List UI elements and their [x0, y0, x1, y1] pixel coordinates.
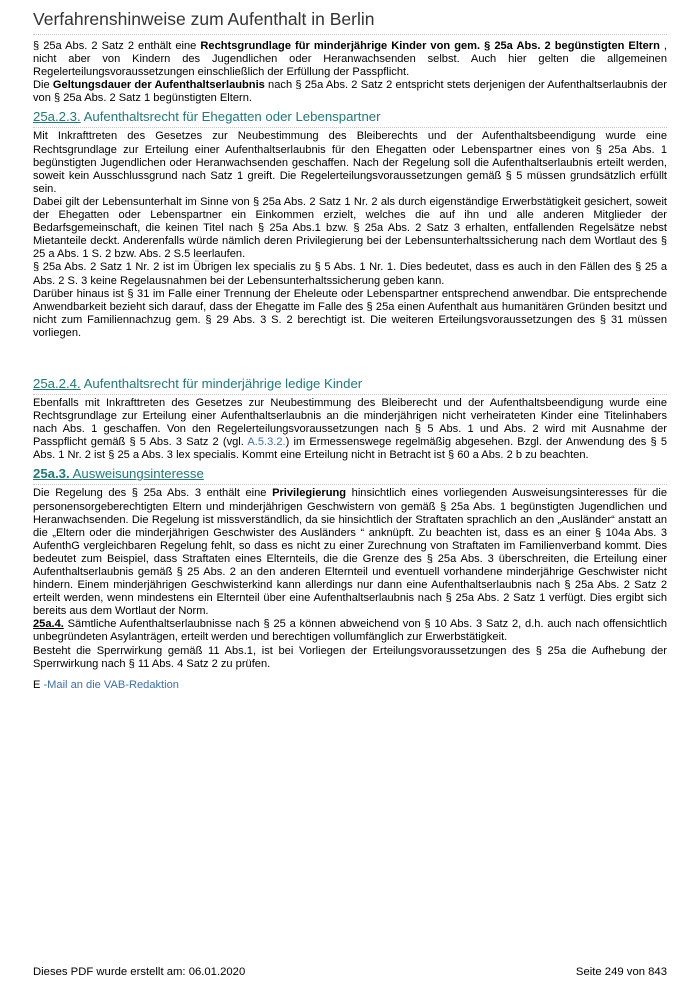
- section-number-inline[interactable]: 25a.4.: [33, 618, 64, 631]
- paragraph: 25a.4. Sämtliche Aufenthaltserlaubnisse nach § 25 a können abweichend von § 10 Abs. 3 Satz 2, d.h. auch nach offensichtlich unbegründeten Asylanträgen, erteilt werden und berechtigen vollumfänglich zur Erwerbstätigkeit.: [33, 618, 667, 644]
- section-heading-25a-3[interactable]: [33, 466, 667, 485]
- section-heading-25a-2-4[interactable]: [33, 376, 667, 395]
- section-number[interactable]: 25a.3.: [33, 466, 70, 482]
- paragraph: Darüber hinaus ist § 31 im Falle einer Trennung der Eheleute oder Lebenspartner entsprechend anwendbar. Die entsprechende Anwendbarkeit bezieht sich darauf, dass der Ehegatte im Falle des § 25a einen Aufenthalt aus humanitären Gründen besitzt und nicht zum Familiennachzug gem. § 29 Abs. 3 S. 2 berechtigt ist. Die weiteren Erteilungsvoraussetzungen des § 31 müssen vorliegen.: [33, 287, 667, 339]
- section-title: Ausweisungsinteresse: [69, 466, 204, 482]
- intro-paragraph-1: § 25a Abs. 2 Satz 2 enthält eine Rechtsgrundlage für minderjährige Kinder von gem. § 25a Abs. 2 begünstigten Eltern , nicht aber von Kindern des Jugendlichen oder Heranwachsenden selbst. Auch hier gelten die allgemeinen Regelerteilungsvoraussetzungen einschließlich der Erfüllung der Passpflicht.: [33, 40, 667, 79]
- section-title: Aufenthaltsrecht für Ehegatten oder Lebenspartner: [80, 109, 381, 125]
- section-heading-25a-2-3[interactable]: [33, 109, 667, 128]
- document-page: [33, 8, 667, 692]
- footer-page-number: Seite 249 von 843: [575, 966, 667, 978]
- footer-created-date: Dieses PDF wurde erstellt am: 06.01.2020: [33, 966, 246, 978]
- intro-paragraph-2: Die Geltungsdauer der Aufenthaltserlaubnis nach § 25a Abs. 2 Satz 2 entspricht stets derjenigen der Aufenthaltserlaubnis der von § 25a Abs. 2 Satz 1 begünstigten Eltern.: [33, 79, 668, 105]
- paragraph: Mit Inkrafttreten des Gesetzes zur Neubestimmung des Bleiberechts und der Aufenthaltsbeendigung wurde eine Rechtsgrundlage zur Erteilung einer Aufenthaltserlaubnis für den Ehegatten oder Lebenspartner eines von § 25a Abs. 1 begünstigten Jugendlichen oder Heranwachsenden geschaffen. Nach der Regelung soll die Aufenthaltserlaubnis erteilt werden, soweit kein Ausschlussgrund nach Satz 1 greift. Die Regelerteilungsvoraussetzungen gemäß § 5 müssen grundsätzlich erfüllt sein.: [33, 130, 667, 195]
- reference-link[interactable]: A.5.3.2.: [247, 436, 286, 449]
- mail-link[interactable]: -Mail an die VAB-Redaktion: [40, 678, 179, 691]
- spacer: [33, 340, 667, 372]
- mail-link-row: [33, 679, 667, 692]
- page-footer: [33, 966, 667, 978]
- paragraph: Dabei gilt der Lebensunterhalt im Sinne von § 25a Abs. 2 Satz 1 Nr. 2 als durch eigenständige Erwerbstätigkeit gesichert, soweit der Ehegatten oder Lebenspartner ein Einkommen erzielt, welches die auf ihn und alle anderen Mitglieder der Bedarfsgemeinschaft, die keinen Titel nach § 25a Abs.1 bzw. § 25a Abs. 2 Satz 3 erhalten, entfallenden Regelsätze nebst Mietanteile deckt. Anderenfalls würde nämlich deren Privilegierung bei der Lebensunterhaltssicherung nach dem Wortlaut des § 25 a Abs. 1 S. 2 bzw. Abs. 2 S.5 leerlaufen.: [33, 195, 667, 261]
- section-title: Aufenthaltsrecht für minderjährige ledige Kinder: [80, 375, 363, 391]
- paragraph: Ebenfalls mit Inkrafttreten des Gesetzes zur Neubestimmung des Bleiberecht und der Aufenthaltsbeendigung wurde eine Rechtsgrundlage zur Erteilung einer Aufenthaltserlaubnis an die minderjährigen nicht verheirateten Kinder eine Titelinhabers nach Abs. 1 geschaffen. Von den Regelerteilungsvoraussetzungen nach § 5 Abs. 1 und Abs. 2 wird mit Ausnahme der Passpflicht gemäß § 5 Abs. 3 Satz 2 (vgl. A.5.3.2.) im Ermessenswege regelmäßig abgesehen. Bzgl. der Anwendung des § 5 Abs. 1 Nr. 2 ist § 25 a Abs. 3 lex specialis. Kommt eine Erteilung nicht in Betracht ist § 60 a Abs. 2 b zu beachten.: [33, 396, 667, 462]
- page-title: Verfahrenshinweise zum Aufenthalt in Berlin: [33, 8, 667, 35]
- paragraph: § 25a Abs. 2 Satz 1 Nr. 2 ist im Übrigen lex specialis zu § 5 Abs. 1 Nr. 1. Dies bedeutet, dass es auch in den Fällen des § 25 a Abs. 2 S. 3 keine Regelausnahmen bei der Lebensunterhaltssicherung geben kann.: [33, 261, 667, 287]
- paragraph: Die Regelung des § 25a Abs. 3 enthält eine Privilegierung hinsichtlich eines vorliegenden Ausweisungsinteresses für die personensorgeberechtigten Eltern und minderjährigen Geschwistern von gemäß § 25a Abs. 1 begünstigten Jugendlichen und Heranwachsenden. Die Regelung ist missverständlich, da sie hinsichtlich der Straftaten sprachlich an den „Ausländer“ anstatt an die „Eltern oder die minderjährigen Geschwister des Ausländers “ anknüpft. Zu beachten ist, dass es an einer § 104a Abs. 3 AufenthG vergleichbaren Regelung fehlt, so dass es nicht zu einer Zurechnung von Straftaten im Familienverband kommt. Dies bedeutet zum Beispiel, dass Straftaten eines Elternteils, die die Grenze des § 25a Abs. 3 überschreiten, die Erteilung einer Aufenthaltserlaubnis gemäß § 25 Abs. 2 an den anderen Elternteil und eventuell vorhandene minderjährige Geschwister nicht hindern. Einem minderjährigen Geschwisterkind kann allerdings nur dann eine Aufenthaltserlaubnis nach § 25a Abs. 2 Satz 2 erteilt werden, wenn mindestens ein Elternteil über eine Aufenthaltserlaubnis nach § 25a Abs. 2 Satz 1 verfügt. Dies ergibt sich bereits aus dem Wortlaut der Norm.: [33, 487, 667, 618]
- section-number[interactable]: 25a.2.4.: [33, 375, 81, 391]
- mail-prefix: E: [33, 678, 41, 691]
- section-number[interactable]: 25a.2.3.: [33, 109, 81, 125]
- paragraph: Besteht die Sperrwirkung gemäß 11 Abs.1, ist bei Vorliegen der Erteilungsvoraussetzungen des § 25a die Aufhebung der Sperrwirkung nach § 11 Abs. 4 Satz 2 zu prüfen.: [33, 644, 667, 670]
